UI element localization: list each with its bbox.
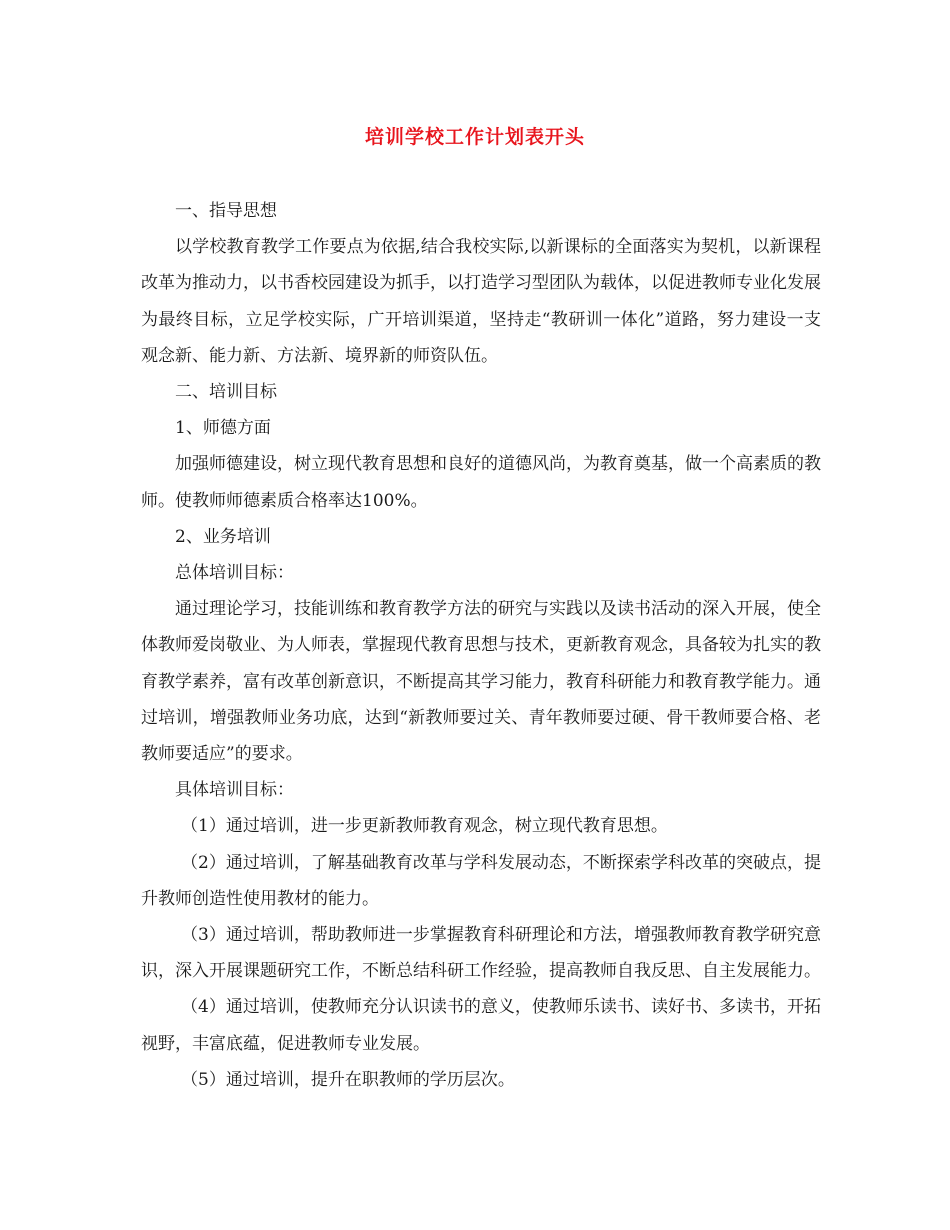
heading-guiding-ideology: 一、指导思想 <box>175 201 277 221</box>
document-body <box>141 193 821 1098</box>
heading-professional-training: 2、业务培训 <box>175 526 271 547</box>
page-title: 培训学校工作计划表开头 <box>364 126 585 148</box>
list-item-goal-1: （1）通过培训，进一步更新教师教育观念，树立现代教育思想。 <box>181 816 668 837</box>
heading-teacher-ethics: 1、师德方面 <box>175 418 271 439</box>
paragraph-teacher-ethics: 加强师德建设，树立现代教育思想和良好的道德风尚，为教育奠基，做一个高素质的教师。使教师师德素质合格率达100%。 <box>141 454 821 511</box>
heading-training-goals: 二、培训目标 <box>175 382 277 403</box>
list-item-goal-2: （2）通过培训，了解基础教育改革与学科发展动态，不断探索学科改革的突破点，提升教师创造性使用教材的能力。 <box>141 852 821 909</box>
list-item-goal-4: （4）通过培训，使教师充分认识读书的意义，使教师乐读书、读好书、多读书，开拓视野，丰富底蕴，促进教师专业发展。 <box>141 997 821 1054</box>
paragraph-overall-goals: 通过理论学习，技能训练和教育教学方法的研究与实践以及读书活动的深入开展，使全体教师爱岗敬业、为人师表，掌握现代教育思想与技术，更新教育观念，具备较为扎实的教育教学素养，富有改革创新意识，不断提高其学习能力，教育科研能力和教育教学能力。通过培训，增强教师业务功底，达到“新教师要过关、青年教师要过硬、骨干教师要合格、老教师要适应”的要求。 <box>141 599 821 765</box>
list-item-goal-3: （3）通过培训，帮助教师进一步掌握教育科研理论和方法，增强教师教育教学研究意识，深入开展课题研究工作，不断总结科研工作经验，提高教师自我反思、自主发展能力。 <box>141 925 821 982</box>
heading-overall-goals: 总体培训目标： <box>175 563 294 584</box>
paragraph-guiding-ideology: 以学校教育教学工作要点为依据,结合我校实际,以新课标的全面落实为契机，以新课程改革为推动力，以书香校园建设为抓手，以打造学习型团队为载体，以促进教师专业化发展为最终目标，立足学校实际，广开培训渠道，坚持走“教研训一体化”道路，努力建设一支观念新、能力新、方法新、境界新的师资队伍。 <box>141 237 821 366</box>
list-item-goal-5: （5）通过培训，提升在职教师的学历层次。 <box>181 1069 515 1090</box>
heading-specific-goals: 具体培训目标： <box>175 780 294 801</box>
